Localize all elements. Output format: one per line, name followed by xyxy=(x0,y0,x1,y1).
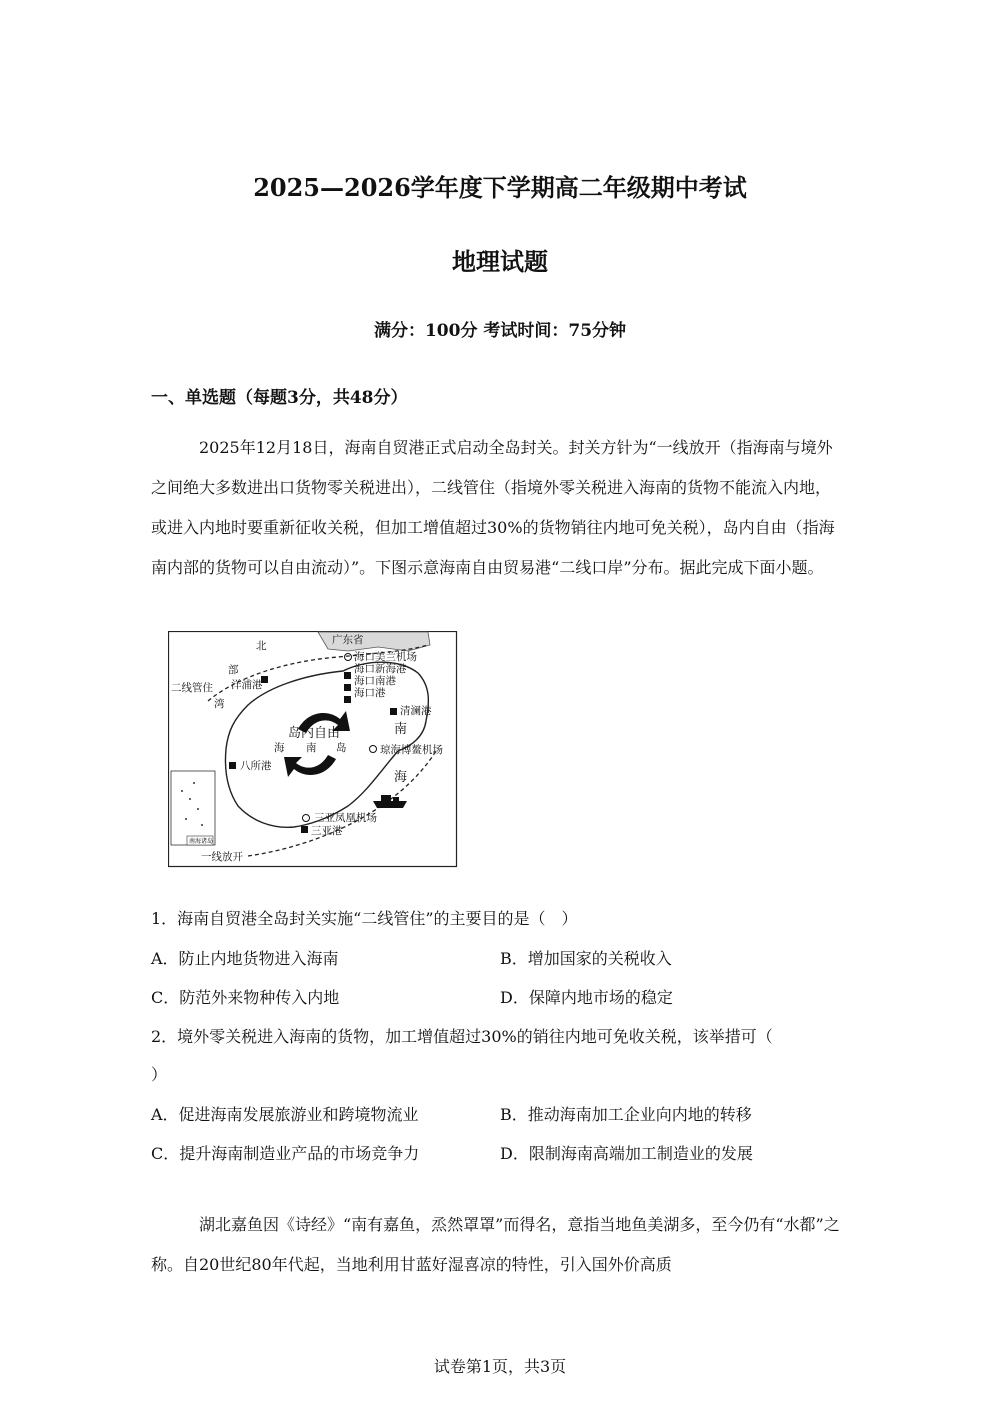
map-bay-1: 部 xyxy=(228,664,239,676)
subject-title: 地理试题 xyxy=(452,247,548,276)
port-meilan: 海口美兰机场 xyxy=(354,651,417,663)
map-sea-2: 海 xyxy=(394,770,408,785)
port-nangang: 海口南港 xyxy=(354,675,396,687)
anchor-icon xyxy=(344,696,351,703)
map-guangdong: 广东省 xyxy=(332,634,364,646)
passage-1 xyxy=(151,428,841,588)
port-haikou: 海口港 xyxy=(354,687,386,699)
port-fenghuang: 三亚凤凰机场 xyxy=(314,812,377,824)
exam-meta: 满分：100分 考试时间：75分钟 xyxy=(373,321,627,341)
map-second-line: 二线管住 xyxy=(171,682,213,694)
anchor-icon xyxy=(344,684,351,691)
port-yangpu: 洋浦港 xyxy=(231,679,263,691)
port-sanya: 三亚港 xyxy=(311,825,343,837)
map-sea-1: 南 xyxy=(394,722,408,737)
question-2-stem: 2．境外零关税进入海南的货物，加工增值超过30%的销往内地可免收关税，该举措可（ xyxy=(151,1027,773,1046)
port-boao: 琼海博鳌机场 xyxy=(380,744,443,756)
inset-label: 南海诸岛 xyxy=(189,838,214,845)
question-2-stem-end: ） xyxy=(151,1065,168,1084)
passage-2-text: 湖北嘉鱼因《诗经》“南有嘉鱼，烝然罩罩”而得名，意指当地鱼美湖多，至今仍有“水都”之称。自20世纪80年代起，当地利用甘蓝好湿喜凉的特性，引入国外价高质 xyxy=(151,1215,840,1274)
map-nan: 南 xyxy=(306,742,317,754)
map-dao: 岛 xyxy=(336,742,347,754)
anchor-icon xyxy=(301,826,308,833)
port-basuo: 八所港 xyxy=(240,760,272,772)
map-first-line: 一线放开 xyxy=(201,851,243,863)
question-2-option-a[interactable]: A．促进海南发展旅游业和跨境物流业 xyxy=(151,1105,419,1124)
anchor-icon xyxy=(390,708,397,715)
page-footer: 试卷第1页，共3页 xyxy=(433,1357,567,1376)
map-bay-2: 湾 xyxy=(214,698,225,710)
hainan-map xyxy=(168,631,458,868)
question-1-option-d[interactable]: D．保障内地市场的稳定 xyxy=(500,988,673,1007)
port-qinglan: 清澜港 xyxy=(400,705,432,717)
question-1-option-b[interactable]: B．增加国家的关税收入 xyxy=(500,949,672,968)
anchor-icon xyxy=(344,672,351,679)
exam-title: 2025—2026学年度下学期高二年级期中考试 xyxy=(253,173,747,202)
question-1-option-a[interactable]: A．防止内地货物进入海南 xyxy=(151,949,339,968)
map-north: 北 xyxy=(256,640,267,652)
question-1-stem: 1．海南自贸港全岛封关实施“二线管住”的主要目的是（ ） xyxy=(151,909,578,928)
section-heading: 一、单选题（每题3分，共48分） xyxy=(151,388,408,408)
question-1-option-c[interactable]: C．防范外来物种传入内地 xyxy=(151,988,340,1007)
port-xinhai: 海口新海港 xyxy=(354,663,407,675)
anchor-icon xyxy=(229,762,236,769)
question-2-option-d[interactable]: D．限制海南高端加工制造业的发展 xyxy=(500,1144,753,1163)
passage-1-text: 2025年12月18日，海南自贸港正式启动全岛封关。封关方针为“一线放开（指海南与境外之间绝大多数进出口货物零关税进出），二线管住（指境外零关税进入海南的货物不能流入内地，或进入内地时要重新征收关税，但加工增值超过30%的货物销往内地可免关税），岛内自由（指海南内部的货物可以自由流动）”。下图示意海南自由贸易港“二线口岸”分布。据此完成下面小题。 xyxy=(151,438,835,577)
map-island-free: 岛内自由 xyxy=(288,726,341,741)
question-2-option-c[interactable]: C．提升海南制造业产品的市场竞争力 xyxy=(151,1144,420,1163)
question-2-option-b[interactable]: B．推动海南加工企业向内地的转移 xyxy=(500,1105,752,1124)
passage-2 xyxy=(151,1205,841,1285)
map-hai: 海 xyxy=(274,742,285,754)
